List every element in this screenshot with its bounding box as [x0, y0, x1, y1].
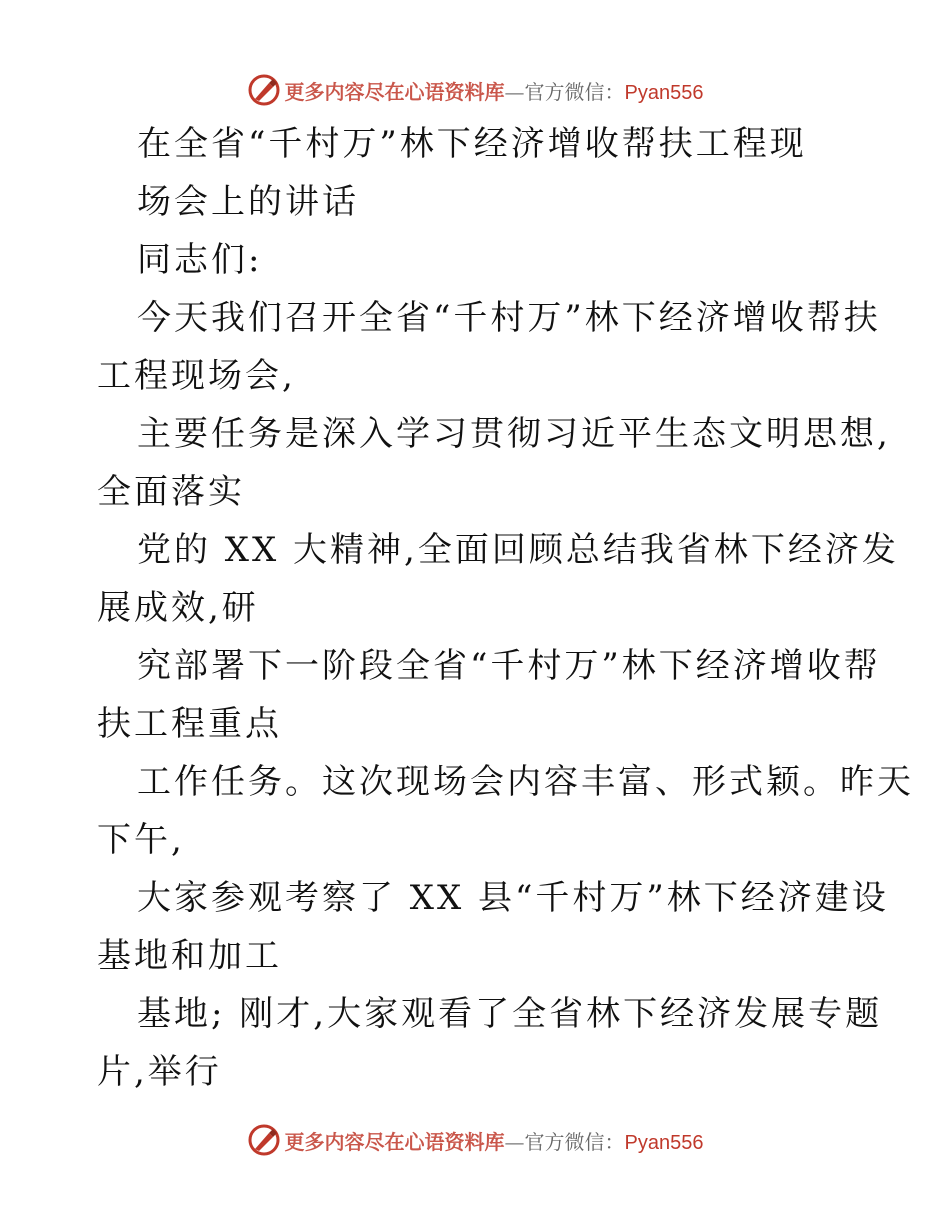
banner-wechat-label: 官方微信： [524, 79, 625, 104]
paragraph-line: 下午, [97, 820, 185, 860]
pen-logo-icon [247, 73, 281, 107]
salutation: 同志们: [137, 240, 263, 280]
paragraph-line: 工作任务。这次现场会内容丰富、形式颖。昨天 [137, 762, 914, 802]
paragraph-line: 大家参观考察了 XX 县“千村万”林下经济建设 [137, 878, 889, 918]
banner-wechat-id: Pyan556 [624, 81, 704, 104]
paragraph-line: 工程现场会, [97, 356, 296, 396]
title-line-2: 场会上的讲话 [137, 182, 359, 222]
paragraph-line: 基地和加工 [97, 936, 282, 976]
paragraph-line: 党的 XX 大精神,全面回顾总结我省林下经济发 [137, 530, 899, 570]
banner-brand: 更多内容尽在心语资料库 [284, 1129, 505, 1154]
paragraph-line: 今天我们召开全省“千村万”林下经济增收帮扶 [137, 298, 881, 338]
banner-separator: — [504, 79, 525, 104]
paragraph-line: 片,举行 [97, 1052, 222, 1092]
pen-logo-icon [247, 1123, 281, 1157]
title-line-1: 在全省“千村万”林下经济增收帮扶工程现 [137, 124, 807, 164]
banner-wechat-id: Pyan556 [624, 1131, 704, 1154]
document-body [97, 115, 914, 1101]
paragraph-line: 主要任务是深入学习贯彻习近平生态文明思想, [137, 414, 891, 454]
header-watermark-banner [0, 70, 950, 110]
banner-text [285, 1126, 704, 1155]
paragraph-line: 扶工程重点 [97, 704, 282, 744]
banner-brand: 更多内容尽在心语资料库 [284, 79, 505, 104]
footer-watermark-banner [0, 1120, 950, 1160]
paragraph-line: 展成效,研 [97, 588, 259, 628]
banner-text [285, 76, 704, 105]
banner-separator: — [504, 1129, 525, 1154]
paragraph-line: 基地; 刚才,大家观看了全省林下经济发展专题 [137, 994, 883, 1034]
paragraph-line: 全面落实 [97, 472, 245, 512]
banner-wechat-label: 官方微信： [524, 1129, 625, 1154]
paragraph-line: 究部署下一阶段全省“千村万”林下经济增收帮 [137, 646, 881, 686]
